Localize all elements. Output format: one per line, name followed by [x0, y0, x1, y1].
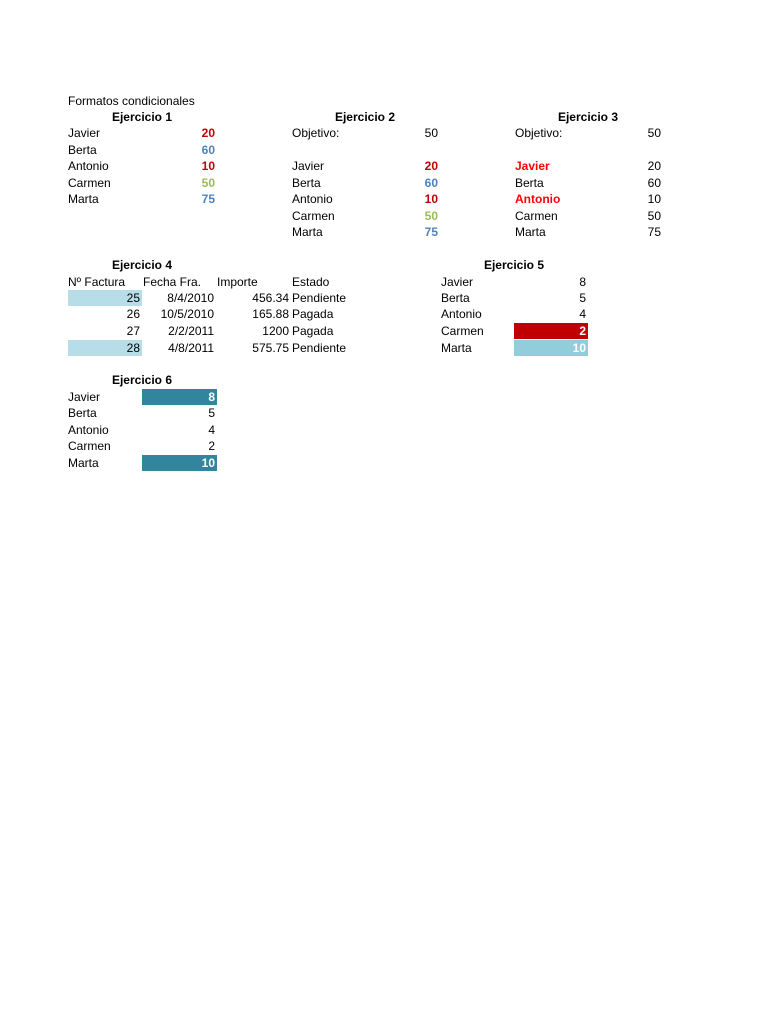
ej4-header-importe: Importe [217, 275, 258, 289]
ej4-estado-cell: Pagada [292, 324, 334, 338]
ej4-factura-cell: 25 [68, 290, 142, 306]
ej6-name: Javier [68, 390, 101, 404]
ej3-name: Antonio [515, 192, 561, 206]
ej5-value: 2 [514, 323, 588, 339]
ej1-value: 75 [201, 192, 215, 206]
ej3-title: Ejercicio 3 [557, 110, 619, 124]
ej4-importe-cell: 575.75 [252, 341, 289, 355]
ej2-name: Antonio [292, 192, 333, 206]
ej2-objetivo-value: 50 [424, 126, 438, 140]
ej1-name: Berta [68, 143, 97, 157]
ej1-name: Carmen [68, 176, 111, 190]
ej4-fecha-cell: 2/2/2011 [168, 324, 214, 338]
ej4-fecha-cell: 10/5/2010 [160, 307, 214, 321]
ej4-importe-cell: 1200 [262, 324, 289, 338]
ej4-estado-cell: Pendiente [292, 291, 347, 305]
ej5-value: 10 [514, 340, 588, 356]
ej3-objetivo-label: Objetivo: [515, 126, 563, 140]
ej6-name: Berta [68, 406, 97, 420]
ej1-title: Ejercicio 1 [111, 110, 173, 124]
ej3-name: Marta [515, 225, 546, 239]
ej3-objetivo-value: 50 [647, 126, 661, 140]
ej5-name: Javier [441, 275, 474, 289]
ej2-value: 50 [424, 209, 438, 223]
ej4-factura-cell: 26 [126, 307, 140, 321]
ej2-value: 20 [424, 159, 438, 173]
ej2-name: Marta [292, 225, 323, 239]
ej4-factura-cell: 27 [126, 324, 140, 338]
ej5-name: Marta [441, 341, 472, 355]
ej4-estado-cell: Pagada [292, 307, 334, 321]
ej3-value: 20 [647, 159, 661, 173]
ej2-value: 10 [424, 192, 438, 206]
ej6-value: 4 [208, 423, 215, 437]
ej3-value: 75 [647, 225, 661, 239]
ej3-name: Berta [515, 176, 544, 190]
ej1-name: Javier [68, 126, 101, 140]
ej2-name: Carmen [292, 209, 335, 223]
ej5-value: 8 [579, 275, 586, 289]
ej3-value: 10 [647, 192, 661, 206]
ej4-header-estado: Estado [292, 275, 330, 289]
ej2-value: 60 [424, 176, 438, 190]
ej5-name: Berta [441, 291, 470, 305]
ej4-importe-cell: 456.34 [252, 291, 289, 305]
ej1-value: 10 [201, 159, 215, 173]
ej4-factura-cell: 28 [68, 340, 142, 356]
ej1-name: Antonio [68, 159, 109, 173]
ej3-name: Carmen [515, 209, 558, 223]
ej4-title: Ejercicio 4 [111, 258, 173, 272]
ej5-value: 4 [579, 307, 586, 321]
ej6-name: Antonio [68, 423, 109, 437]
ej4-header-fecha: Fecha Fra. [143, 275, 202, 289]
ej5-title: Ejercicio 5 [483, 258, 545, 272]
ej1-value: 50 [201, 176, 215, 190]
ej6-value: 2 [208, 439, 215, 453]
ej6-name: Marta [68, 456, 99, 470]
ej6-value: 5 [208, 406, 215, 420]
ej6-title: Ejercicio 6 [111, 373, 173, 387]
ej3-name: Javier [515, 159, 550, 173]
ej3-value: 60 [647, 176, 661, 190]
ej6-value: 8 [142, 389, 217, 405]
ej3-value: 50 [647, 209, 661, 223]
ej2-title: Ejercicio 2 [334, 110, 396, 124]
ej2-value: 75 [424, 225, 438, 239]
ej4-importe-cell: 165.88 [252, 307, 289, 321]
ej6-name: Carmen [68, 439, 111, 453]
ej1-value: 60 [201, 143, 215, 157]
ej6-value: 10 [142, 455, 217, 471]
ej2-objetivo-label: Objetivo: [292, 126, 340, 140]
sheet-title: Formatos condicionales [68, 94, 195, 108]
ej1-name: Marta [68, 192, 99, 206]
ej2-name: Berta [292, 176, 321, 190]
ej4-estado-cell: Pendiente [292, 341, 347, 355]
ej4-header-factura: Nº Factura [68, 275, 126, 289]
ej5-name: Carmen [441, 324, 484, 338]
ej4-fecha-cell: 4/8/2011 [168, 341, 214, 355]
ej1-value: 20 [201, 126, 215, 140]
ej5-name: Antonio [441, 307, 482, 321]
ej5-value: 5 [579, 291, 586, 305]
ej2-name: Javier [292, 159, 325, 173]
ej4-fecha-cell: 8/4/2010 [167, 291, 214, 305]
